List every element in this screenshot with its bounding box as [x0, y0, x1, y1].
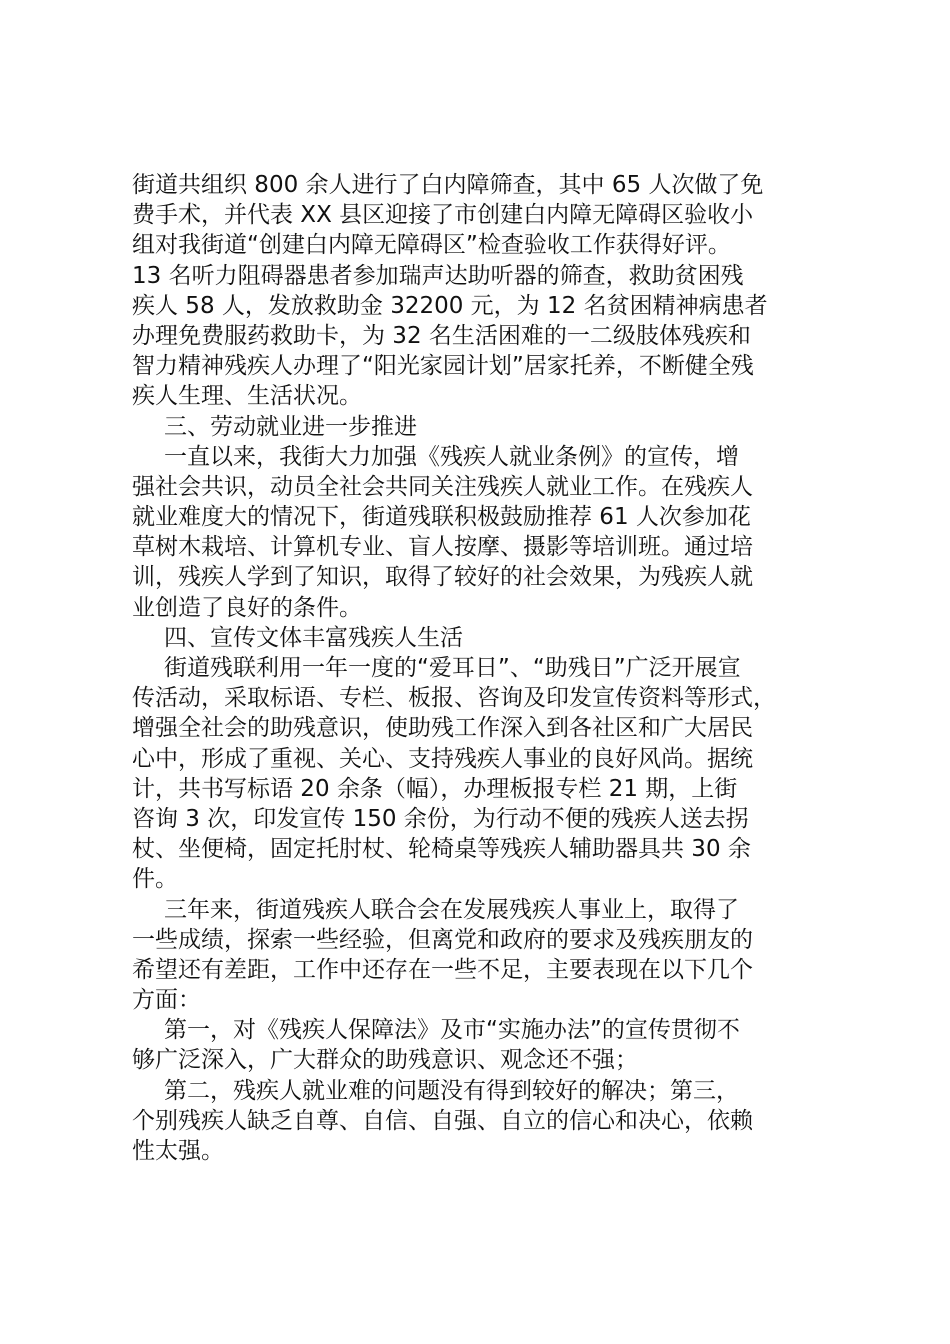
text-line: 第二，残疾人就业难的问题没有得到较好的解决；第三， — [164, 1077, 739, 1104]
text-line: 费手术，并代表 XX 县区迎接了市创建白内障无障碍区验收小 — [132, 202, 754, 229]
section-heading-labor: 三、劳动就业进一步推进 — [164, 413, 417, 440]
text-line: 方面： — [132, 987, 201, 1014]
text-line: 增强全社会的助残意识，使助残工作深入到各社区和广大居民 — [132, 715, 753, 742]
text-line: 性太强。 — [132, 1138, 224, 1164]
text-line: 一直以来，我街大力加强《残疾人就业条例》的宣传，增 — [164, 443, 739, 470]
text-line: 13 名听力阻碍器患者参加瑞声达助听器的筛查，救助贫困残 — [132, 262, 744, 289]
text-line: 业创造了良好的条件。 — [132, 594, 362, 621]
section-heading-culture: 四、宣传文体丰富残疾人生活 — [164, 624, 463, 651]
text-line: 强社会共识，动员全社会共同关注残疾人就业工作。在残疾人 — [132, 473, 753, 500]
text-line: 组对我街道“创建白内障无障碍区”检查验收工作获得好评。 — [132, 232, 731, 259]
text-line: 个别残疾人缺乏自尊、自信、自强、自立的信心和决心，依赖 — [132, 1107, 753, 1134]
body-text — [132, 170, 832, 1166]
text-line: 三年来，街道残疾人联合会在发展残疾人事业上，取得了 — [164, 896, 739, 923]
text-line: 杖、坐便椅，固定托肘杖、轮椅桌等残疾人辅助器具共 30 余 — [132, 836, 751, 863]
text-line: 传活动，采取标语、专栏、板报、咨询及印发宣传资料等形式， — [132, 685, 776, 712]
text-line: 疾人 58 人，发放救助金 32200 元，为 12 名贫困精神病患者 — [132, 292, 768, 319]
text-line: 草树木栽培、计算机专业、盲人按摩、摄影等培训班。通过培 — [132, 534, 753, 561]
text-line: 件。 — [132, 866, 178, 893]
text-line: 智力精神残疾人办理了“阳光家园计划”居家托养，不断健全残 — [132, 353, 754, 380]
text-line: 训，残疾人学到了知识，取得了较好的社会效果，为残疾人就 — [132, 564, 753, 591]
text-line: 心中，形成了重视、关心、支持残疾人事业的良好风尚。据统 — [132, 745, 753, 772]
text-line: 第一，对《残疾人保障法》及市“实施办法”的宣传贯彻不 — [164, 1017, 740, 1044]
text-line: 街道残联利用一年一度的“爱耳日”、“助残日”广泛开展宣 — [164, 655, 741, 681]
text-line: 希望还有差距，工作中还存在一些不足，主要表现在以下几个 — [132, 956, 753, 983]
text-line: 咨询 3 次，印发宣传 150 余份，为行动不便的残疾人送去拐 — [132, 805, 749, 832]
text-line: 够广泛深入，广大群众的助残意识、观念还不强； — [132, 1047, 638, 1074]
text-line: 就业难度大的情况下，街道残联积极鼓励推荐 61 人次参加花 — [132, 504, 751, 531]
text-line: 疾人生理、生活状况。 — [132, 383, 362, 410]
text-line: 街道共组织 800 余人进行了白内障筛查，其中 65 人次做了免 — [132, 172, 764, 198]
text-line: 计，共书写标语 20 余条（幅），办理板报专栏 21 期，上街 — [132, 775, 738, 802]
text-line: 一些成绩，探索一些经验，但离党和政府的要求及残疾朋友的 — [132, 926, 753, 953]
text-line: 办理免费服药救助卡，为 32 名生活困难的一二级肢体残疾和 — [132, 322, 751, 349]
